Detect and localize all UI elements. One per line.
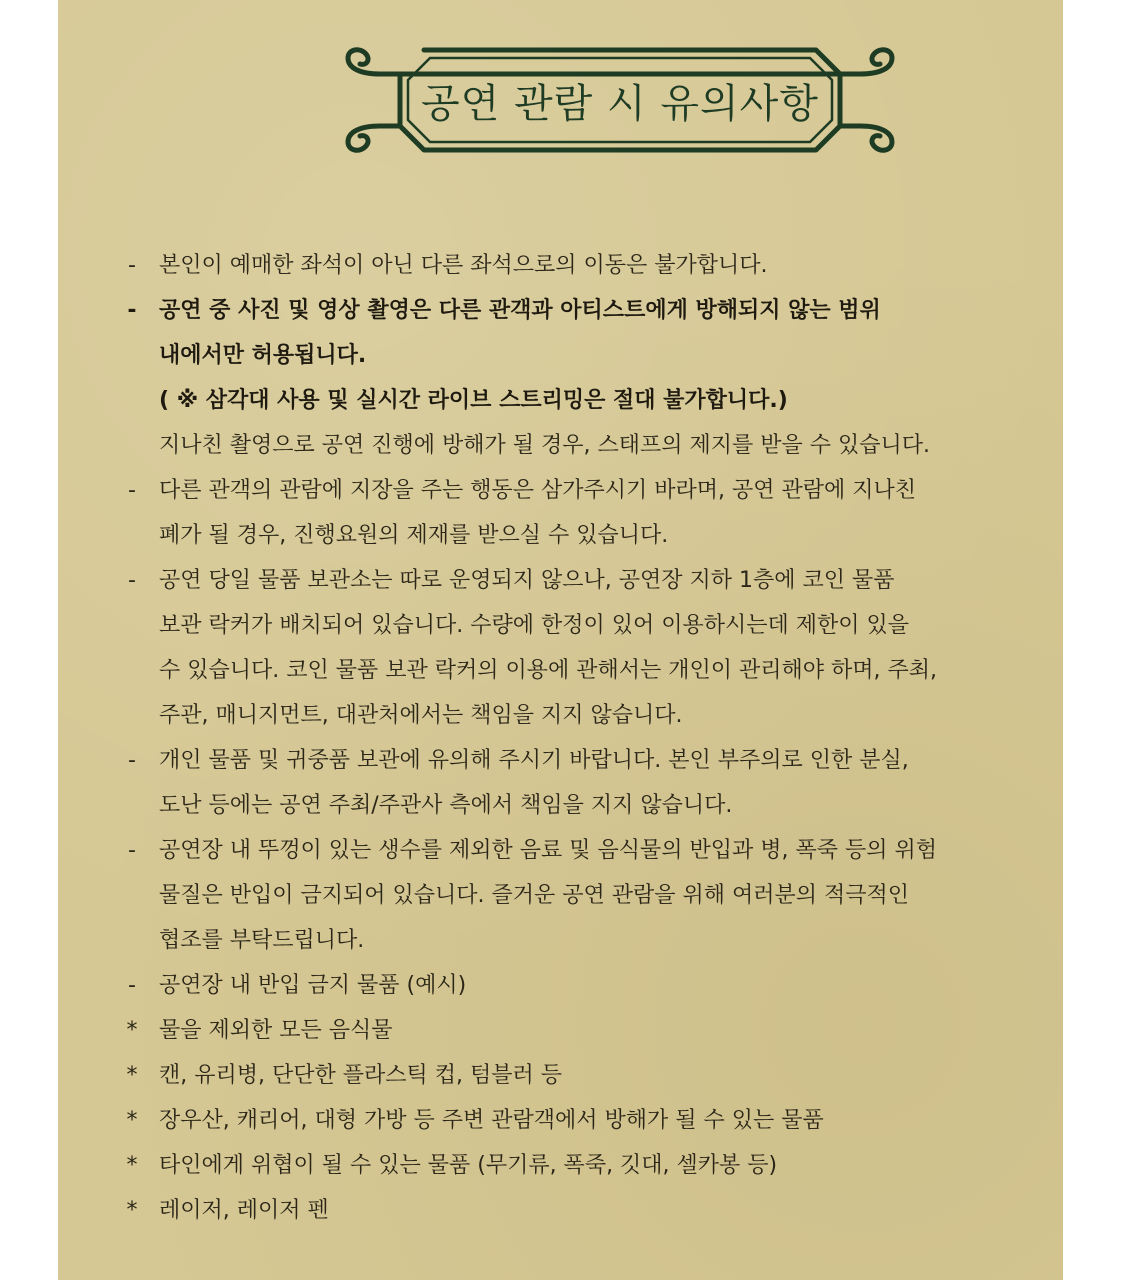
bullet-marker: - (128, 568, 136, 593)
list-item (58, 693, 1063, 738)
item-text: 내에서만 허용됩니다. (159, 343, 367, 368)
list-item (58, 1053, 1063, 1098)
item-text: 본인이 예매한 좌석이 아닌 다른 좌석으로의 이동은 불가합니다. (159, 253, 768, 278)
item-text: 보관 락커가 배치되어 있습니다. 수량에 한정이 있어 이용하시는데 제한이 있을 (159, 613, 909, 638)
bullet-marker: * (126, 1198, 138, 1223)
bullet-marker: - (128, 748, 136, 773)
list-item (58, 918, 1063, 963)
bullet-marker: - (128, 478, 136, 503)
list-item (58, 513, 1063, 558)
list-item (58, 603, 1063, 648)
notice-list (58, 243, 1063, 1233)
list-item (58, 333, 1063, 378)
bullet-marker: * (126, 1108, 138, 1133)
list-item (58, 873, 1063, 918)
item-text: 수 있습니다. 코인 물품 보관 락커의 이용에 관해서는 개인이 관리해야 하며, 주최, (159, 658, 937, 683)
list-item (58, 243, 1063, 288)
list-item (58, 558, 1063, 603)
page-title: 공연 관람 시 유의사항 (421, 80, 819, 127)
item-text: 개인 물품 및 귀중품 보관에 유의해 주시기 바랍니다. 본인 부주의로 인한 분실, (159, 748, 909, 773)
item-text: 협조를 부탁드립니다. (159, 928, 365, 953)
item-text: 장우산, 캐리어, 대형 가방 등 주변 관람객에서 방해가 될 수 있는 물품 (159, 1108, 824, 1133)
item-text: 레이저, 레이저 펜 (159, 1198, 329, 1223)
list-item (58, 468, 1063, 513)
list-item (58, 1143, 1063, 1188)
bullet-marker: * (126, 1063, 138, 1088)
item-text: 물을 제외한 모든 음식물 (159, 1018, 393, 1043)
item-text: 타인에게 위협이 될 수 있는 물품 (무기류, 폭죽, 깃대, 셀카봉 등) (159, 1153, 778, 1178)
list-item (58, 378, 1063, 423)
bullet-marker: * (126, 1153, 138, 1178)
list-item (58, 1008, 1063, 1053)
bullet-marker: - (127, 298, 137, 323)
title-banner (340, 44, 900, 156)
item-text: 공연 중 사진 및 영상 촬영은 다른 관객과 아티스트에게 방해되지 않는 범위 (159, 298, 881, 323)
item-text: ( ※ 삼각대 사용 및 실시간 라이브 스트리밍은 절대 불가합니다.) (159, 388, 788, 413)
list-item (58, 828, 1063, 873)
list-item (58, 963, 1063, 1008)
bullet-marker: * (126, 1018, 138, 1043)
item-text: 공연장 내 뚜껑이 있는 생수를 제외한 음료 및 음식물의 반입과 병, 폭죽 등의 위험 (159, 838, 937, 863)
list-item (58, 423, 1063, 468)
item-text: 다른 관객의 관람에 지장을 주는 행동은 삼가주시기 바라며, 공연 관람에 지나친 (159, 478, 916, 503)
item-text: 폐가 될 경우, 진행요원의 제재를 받으실 수 있습니다. (159, 523, 669, 548)
bullet-marker: - (128, 838, 136, 863)
notice-panel (58, 0, 1063, 1280)
item-text: 지나친 촬영으로 공연 진행에 방해가 될 경우, 스태프의 제지를 받을 수 있습니다. (159, 433, 930, 458)
item-text: 공연장 내 반입 금지 물품 (예시) (159, 973, 467, 998)
item-text: 캔, 유리병, 단단한 플라스틱 컵, 텀블러 등 (159, 1063, 562, 1088)
list-item (58, 738, 1063, 783)
list-item (58, 1098, 1063, 1143)
item-text: 물질은 반입이 금지되어 있습니다. 즐거운 공연 관람을 위해 여러분의 적극적인 (159, 883, 909, 908)
list-item (58, 783, 1063, 828)
item-text: 도난 등에는 공연 주최/주관사 측에서 책임을 지지 않습니다. (159, 793, 733, 818)
item-text: 주관, 매니지먼트, 대관처에서는 책임을 지지 않습니다. (159, 703, 683, 728)
bullet-marker: - (128, 973, 136, 998)
bullet-marker: - (128, 253, 136, 278)
list-item (58, 288, 1063, 333)
item-text: 공연 당일 물품 보관소는 따로 운영되지 않으나, 공연장 지하 1층에 코인 물품 (159, 568, 895, 593)
list-item (58, 648, 1063, 693)
list-item (58, 1188, 1063, 1233)
